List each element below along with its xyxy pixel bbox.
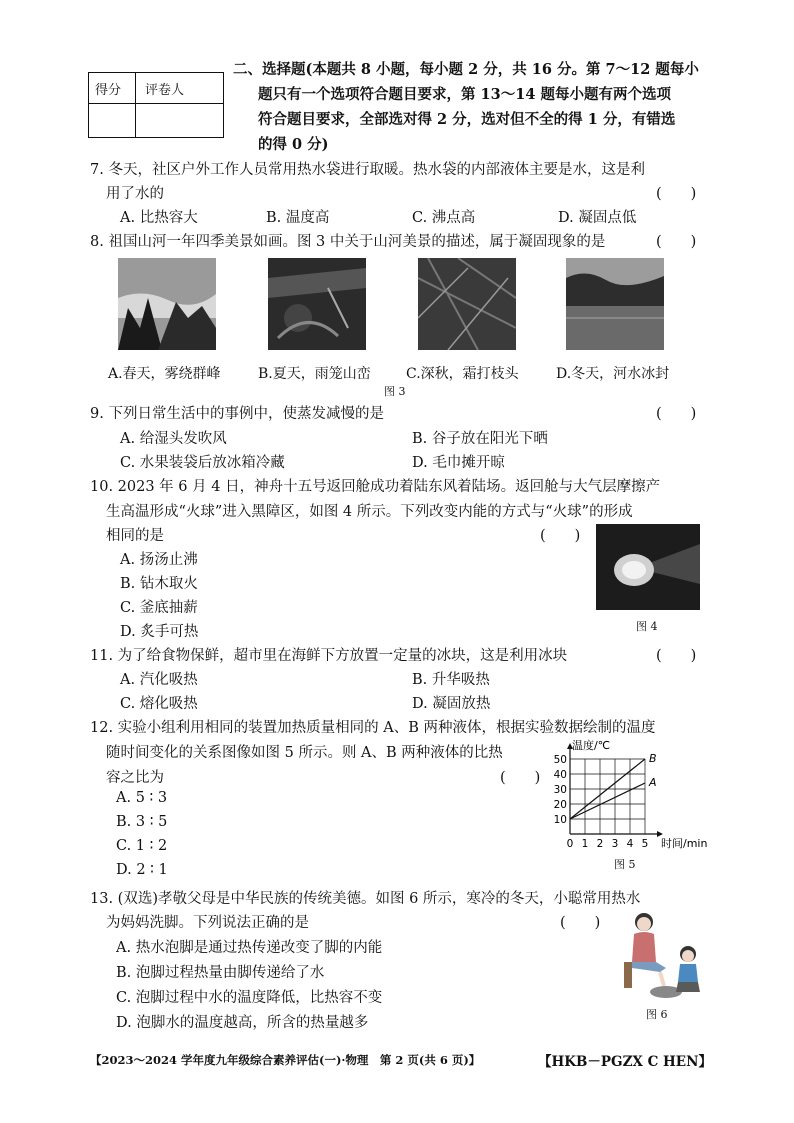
q7-stem-2: 用了水的 — [106, 186, 164, 202]
photo-autumn-frost-branches — [418, 258, 516, 350]
q9-option-b: B. 谷子放在阳光下晒 — [412, 431, 548, 447]
q8-answer-paren: ( ) — [656, 234, 697, 250]
y-tick-label: 40 — [553, 769, 567, 781]
q8-caption-a: A.春天，雾绕群峰 — [108, 366, 221, 382]
y-tick-label: 20 — [553, 799, 567, 811]
fig3-label: 图 3 — [384, 385, 406, 398]
section-line-2: 题只有一个选项符合题目要求，第 13～14 题每小题有两个选项 — [258, 86, 671, 103]
x-tick-label: 4 — [626, 838, 634, 850]
section-line-3: 符合题目要求，全部选对得 2 分，选对但不全的得 1 分，有错选 — [258, 111, 676, 128]
q13-option-c: C. 泡脚过程中水的温度降低，比热容不变 — [116, 990, 383, 1006]
x-tick-label: 2 — [596, 838, 604, 850]
q7-stem: 7. 冬天，社区户外工作人员常用热水袋进行取暖。热水袋的内部液体主要是水，这是利 — [90, 162, 645, 178]
q7-option-b: B. 温度高 — [266, 210, 330, 226]
q7-option-a: A. 比热容大 — [120, 210, 198, 226]
photo-spring-mist-peaks — [118, 258, 216, 350]
footer-info: 【2023～2024 学年度九年级综合素养评估(一)·物理 第 2 页(共 6 页)】 — [90, 1053, 481, 1067]
q13-option-d: D. 泡脚水的温度越高，所含的热量越多 — [116, 1015, 369, 1031]
y-tick-label: 50 — [553, 754, 567, 766]
score-label: 得分 — [95, 83, 122, 98]
q11-option-d: D. 凝固放热 — [412, 696, 491, 712]
fig4-label: 图 4 — [636, 620, 658, 633]
q12-stem-2: 随时间变化的关系图像如图 5 所示。则 A、B 两种液体的比热 — [106, 745, 503, 761]
q13-option-b: B. 泡脚过程热量由脚传递给了水 — [116, 965, 325, 981]
q11-option-a: A. 汽化吸热 — [120, 672, 198, 688]
q8-caption-d: D.冬天，河水冰封 — [556, 366, 670, 382]
q10-stem-3: 相同的是 — [106, 528, 164, 544]
series-label-A: A — [649, 776, 657, 789]
fig5-temperature-chart — [548, 738, 708, 854]
fig6-label: 图 6 — [646, 1008, 668, 1021]
score-table — [88, 72, 224, 138]
x-tick-label: 1 — [581, 838, 589, 850]
q8-caption-b: B.夏天，雨笼山峦 — [258, 366, 371, 382]
q12-option-b: B. 3 ∶ 5 — [116, 814, 168, 830]
q7-option-d: D. 凝固点低 — [558, 210, 637, 226]
photo-summer-rain-mountains — [268, 258, 366, 350]
q9-option-a: A. 给湿头发吹风 — [120, 431, 227, 447]
q10-answer-paren: ( ) — [540, 528, 581, 544]
x-tick-label: 3 — [611, 838, 619, 850]
q12-option-c: C. 1 ∶ 2 — [116, 838, 168, 854]
fig4-fireball-photo — [596, 524, 700, 610]
q10-option-b: B. 钻木取火 — [120, 576, 198, 592]
series-label-B: B — [649, 752, 657, 765]
section-line-1: 二、选择题(本题共 8 小题，每小题 2 分，共 16 分。第 7～12 题每小 — [233, 61, 699, 78]
section-line-4: 的得 0 分) — [258, 136, 329, 153]
q13-option-a: A. 热水泡脚是通过热传递改变了脚的内能 — [116, 940, 383, 956]
q13-answer-paren: ( ) — [560, 915, 601, 931]
q8-caption-c: C.深秋，霜打枝头 — [406, 366, 519, 382]
q9-option-d: D. 毛巾摊开晾 — [412, 455, 505, 471]
q7-option-c: C. 沸点高 — [412, 210, 476, 226]
y-axis-label: 温度/℃ — [572, 739, 611, 752]
q10-option-c: C. 釜底抽薪 — [120, 600, 198, 616]
q11-option-c: C. 熔化吸热 — [120, 696, 198, 712]
x-axis-label: 时间/min — [661, 837, 708, 850]
q9-stem: 9. 下列日常生活中的事例中，使蒸发减慢的是 — [90, 406, 384, 422]
x-tick-label: 5 — [641, 838, 649, 850]
q11-option-b: B. 升华吸热 — [412, 672, 490, 688]
q12-stem-3: 容之比为 — [106, 770, 164, 786]
q12-answer-paren: ( ) — [500, 770, 541, 786]
q12-stem: 12. 实验小组利用相同的装置加热质量相同的 A、B 两种液体，根据实验数据绘制的温度 — [90, 720, 656, 736]
q11-stem: 11. 为了给食物保鲜，超市里在海鲜下方放置一定量的冰块，这是利用冰块 — [90, 648, 568, 664]
q7-answer-paren: ( ) — [656, 186, 697, 202]
y-tick-label: 10 — [553, 814, 567, 826]
q13-stem: 13. (双选)孝敬父母是中华民族的传统美德。如图 6 所示，寒冷的冬天，小聪常用热水 — [90, 891, 641, 907]
q12-option-a: A. 5 ∶ 3 — [116, 790, 168, 806]
photo-winter-river-frozen — [566, 258, 664, 350]
q10-stem-2: 生高温形成“火球”进入黑障区，如图 4 所示。下列改变内能的方式与“火球”的形成 — [106, 504, 633, 520]
q11-answer-paren: ( ) — [656, 648, 697, 664]
q8-stem: 8. 祖国山河一年四季美景如画。图 3 中关于山河美景的描述，属于凝固现象的是 — [90, 234, 606, 250]
q9-answer-paren: ( ) — [656, 406, 697, 422]
fig6-foot-washing-illustration — [616, 906, 708, 1002]
grader-label: 评卷人 — [145, 83, 185, 98]
footer-code: 【HKB－PGZX C HEN】 — [538, 1054, 712, 1070]
y-tick-label: 30 — [553, 784, 567, 796]
q13-stem-2: 为妈妈洗脚。下列说法正确的是 — [106, 915, 309, 931]
x-tick-label: 0 — [566, 838, 574, 850]
q10-option-a: A. 扬汤止沸 — [120, 552, 198, 568]
q10-stem: 10. 2023 年 6 月 4 日，神舟十五号返回舱成功着陆东风着陆场。返回舱与大气层摩擦产 — [90, 479, 661, 495]
q9-option-c: C. 水果装袋后放冰箱冷藏 — [120, 455, 285, 471]
q10-option-d: D. 炙手可热 — [120, 624, 199, 640]
fig5-label: 图 5 — [614, 858, 636, 871]
q12-option-d: D. 2 ∶ 1 — [116, 862, 168, 878]
